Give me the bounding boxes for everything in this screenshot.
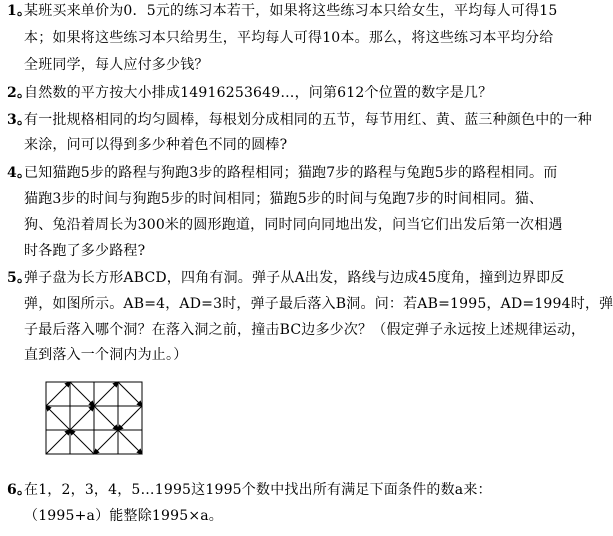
problem-5-line-3: 子最后落入哪个洞？在落入洞之前，撞击BC边多少次？（假定弹子永远按上述规律运动， <box>24 322 586 338</box>
problem-4-line-1: 已知猫跑5步的路程与狗跑3步的路程相同；猫跑7步的路程与兔跑5步的路程相同。而 <box>24 165 558 181</box>
problem-1-line-2: 本；如果将这些练习本只给男生，平均每人可得10本。那么，将这些练习本平均分给 <box>24 30 554 46</box>
problem-6-line-1: 在1，2，3，4，5…1995这1995个数中找出所有满足下面条件的数a来： <box>24 482 492 498</box>
problem-1-line-3: 全班同学，每人应付多少钱？ <box>24 57 209 73</box>
problem-6-line-2: （1995+a）能整除1995×a。 <box>24 508 224 524</box>
problem-4-line-4: 时各跑了多少路程? <box>24 243 146 259</box>
problem-2-number: 2。 <box>7 85 32 101</box>
problem-4-line-2: 猫跑3步的时间与狗跑5步的时间相同；猫跑5步的时间与兔跑7步的时间相同。猫、 <box>24 191 544 207</box>
problem-5-line-2: 弹，如图所示。AB=4，AD=3时，弹子最后落入B洞。问：若AB=1995，AD=1994时，弹 <box>24 296 613 312</box>
problem-3-line-2: 来涂，问可以得到多少种着色不同的圆棒? <box>24 137 288 153</box>
problem-5-line-4: 直到落入一个洞内为止。） <box>24 347 188 363</box>
problem-3-line-1: 有一批规格相同的均匀圆棒，每根划分成相同的五节，每节用红、黄、蓝三种颜色中的一种 <box>24 112 592 128</box>
billiard-table-diagram <box>44 380 144 460</box>
problem-2-line-1: 自然数的平方按大小排成14916253649…，问第612个位置的数字是几？ <box>24 85 493 101</box>
problem-3-number: 3。 <box>7 112 32 128</box>
problem-6-number: 6。 <box>7 482 32 498</box>
problem-5-number: 5。 <box>7 270 32 286</box>
problem-4-number: 4。 <box>7 165 32 181</box>
problem-1-number: 1。 <box>7 3 32 19</box>
problem-1-line-1: 某班买来单价为0．5元的练习本若干，如果将这些练习本只给女生，平均每人可得15 <box>24 3 558 19</box>
problem-4-line-3: 狗、兔沿着周长为300米的圆形跑道，同时同向同地出发，问当它们出发后第一次相遇 <box>24 217 563 233</box>
problem-5-line-1: 弹子盘为长方形ABCD，四角有洞。弹子从A出发，路线与边成45度角，撞到边界即反 <box>24 270 565 286</box>
